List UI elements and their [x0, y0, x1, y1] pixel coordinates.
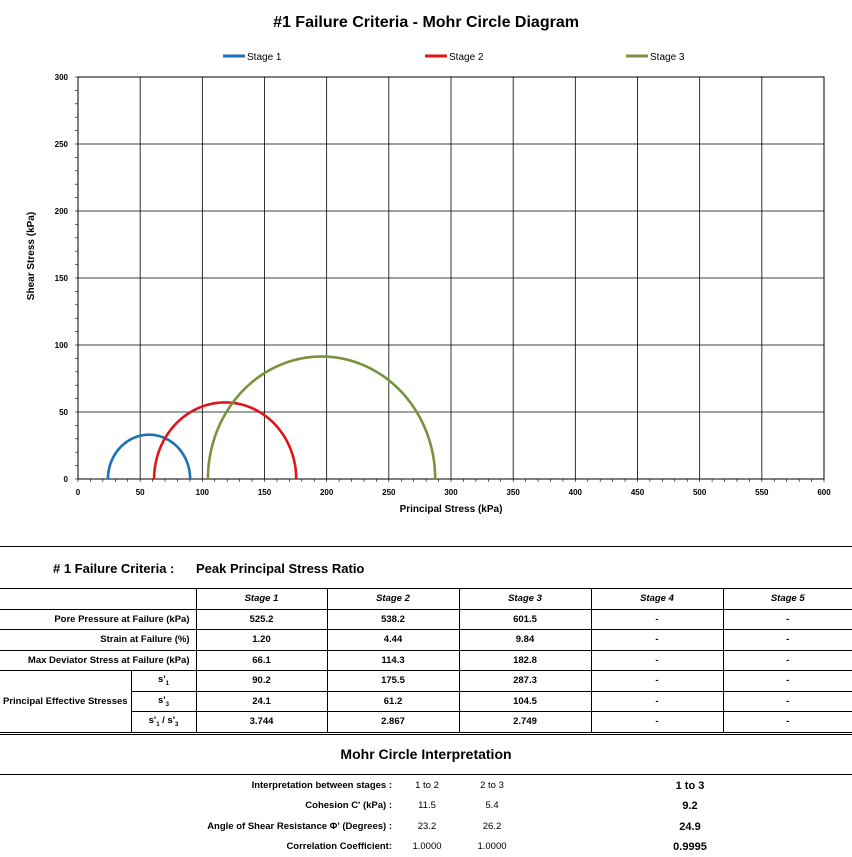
x-tick-label: 100 [195, 488, 210, 497]
axis-ticks [55, 73, 832, 497]
header-blank [0, 589, 196, 610]
x-tick-label: 500 [692, 488, 707, 497]
x-tick-label: 0 [75, 488, 81, 497]
table-cell: 2.867 [327, 712, 459, 733]
results-heading-label: # 1 Failure Criteria : [53, 561, 175, 576]
x-tick-label: 150 [257, 488, 272, 497]
results-subheading: Peak Principal Stress Ratio [196, 561, 365, 576]
section-divider [0, 546, 852, 547]
interp-row-stages [0, 780, 852, 796]
header-stage-4: Stage 4 [591, 589, 723, 610]
table-cell: - [723, 650, 852, 671]
interp-value-1-2: 1.0000 [412, 841, 442, 852]
header-stage-3: Stage 3 [459, 589, 591, 610]
table-cell: 114.3 [327, 650, 459, 671]
chart-grid [78, 77, 824, 479]
table-cell: - [723, 671, 852, 692]
results-table [0, 588, 852, 733]
interp-value-2-3: 2 to 3 [480, 780, 504, 791]
interpretation-title: Mohr Circle Interpretation [340, 746, 512, 762]
table-cell: 287.3 [459, 671, 591, 692]
interp-label: Interpretation between stages : [251, 780, 392, 791]
x-tick-label: 550 [755, 488, 769, 497]
y-tick-label: 100 [54, 341, 68, 350]
symbol-s1: $s'_1$ [131, 671, 196, 692]
table-cell: - [591, 630, 723, 651]
table-cell: 525.2 [196, 609, 327, 630]
x-tick-label: 250 [382, 488, 396, 497]
symbol-ratio: $s'_1 / s'_3$ [131, 712, 196, 733]
table-cell: 9.84 [459, 630, 591, 651]
interp-row-correlation [0, 841, 852, 857]
mohr-circle-stage-3 [208, 357, 435, 479]
table-cell: - [723, 609, 852, 630]
chart-legend [223, 52, 685, 63]
table-cell: 182.8 [459, 650, 591, 671]
table-cell: 61.2 [327, 691, 459, 712]
row-label: Strain at Failure (%) [0, 630, 196, 651]
header-stage-2: Stage 2 [327, 589, 459, 610]
interp-label: Cohesion C' (kPa) : [305, 800, 392, 811]
table-row [0, 630, 852, 651]
section-divider [0, 734, 852, 735]
table-cell: 90.2 [196, 671, 327, 692]
y-tick-label: 300 [54, 73, 68, 82]
interp-value-2-3: 5.4 [485, 800, 499, 811]
table-cell: 4.44 [327, 630, 459, 651]
table-cell: 2.749 [459, 712, 591, 733]
x-tick-label: 600 [817, 488, 831, 497]
y-tick-label: 200 [54, 207, 68, 216]
table-header-row [0, 589, 852, 610]
table-cell: 104.5 [459, 691, 591, 712]
table-row [0, 609, 852, 630]
header-stage-5: Stage 5 [723, 589, 852, 610]
x-tick-label: 400 [568, 488, 583, 497]
header-stage-1: Stage 1 [196, 589, 327, 610]
table-cell: - [591, 691, 723, 712]
x-tick-label: 450 [630, 488, 645, 497]
y-tick-label: 0 [63, 475, 68, 484]
interp-value-1-2: 1 to 2 [415, 780, 439, 791]
table-cell: - [723, 712, 852, 733]
table-row [0, 671, 852, 692]
interp-value-1-3: 0.9995 [673, 841, 707, 853]
table-cell: - [591, 671, 723, 692]
table-cell: - [723, 691, 852, 712]
interp-value-1-2: 23.2 [417, 821, 437, 832]
row-label: Pore Pressure at Failure (kPa) [0, 609, 196, 630]
interp-value-2-3: 26.2 [482, 821, 502, 832]
table-cell: 24.1 [196, 691, 327, 712]
x-tick-label: 200 [319, 488, 334, 497]
x-axis-title: Principal Stress (kPa) [399, 504, 503, 515]
table-cell: 1.20 [196, 630, 327, 651]
table-cell: - [591, 712, 723, 733]
y-tick-label: 50 [59, 408, 68, 417]
interp-value-1-2: 11.5 [418, 800, 436, 811]
table-cell: - [591, 609, 723, 630]
table-cell: 66.1 [196, 650, 327, 671]
legend-label-stage-2: Stage 2 [449, 52, 484, 63]
table-cell: - [591, 650, 723, 671]
interp-value-1-3: 9.2 [682, 800, 698, 812]
row-label: Max Deviator Stress at Failure (kPa) [0, 650, 196, 671]
table-row [0, 650, 852, 671]
y-tick-label: 150 [54, 274, 68, 283]
interp-value-1-3: 24.9 [679, 821, 701, 833]
table-cell: - [723, 630, 852, 651]
results-heading [53, 561, 364, 576]
y-tick-label: 250 [54, 140, 68, 149]
interp-value-1-3: 1 to 3 [675, 780, 705, 792]
x-tick-label: 350 [506, 488, 520, 497]
mohr-circle-stage-1 [108, 435, 190, 479]
interp-value-2-3: 1.0000 [477, 841, 507, 852]
interp-label: Correlation Coefficient: [286, 841, 392, 852]
chart-title: #1 Failure Criteria - Mohr Circle Diagram [273, 14, 579, 31]
table-cell: 3.744 [196, 712, 327, 733]
interp-label: Angle of Shear Resistance Φ' (Degrees) : [207, 821, 392, 832]
x-tick-label: 50 [135, 488, 145, 497]
table-cell: 601.5 [459, 609, 591, 630]
legend-label-stage-1: Stage 1 [247, 52, 282, 63]
chart-series [108, 357, 435, 479]
legend-label-stage-3: Stage 3 [650, 52, 685, 63]
symbol-s3: $s'_3$ [131, 691, 196, 712]
section-divider [0, 774, 852, 775]
interp-row-angle [0, 821, 852, 837]
y-axis-title: Shear Stress (kPa) [26, 211, 37, 301]
table-cell: 538.2 [327, 609, 459, 630]
principal-stresses-label: Principal Effective Stresses [0, 671, 131, 733]
interp-row-cohesion [0, 800, 852, 816]
table-cell: 175.5 [327, 671, 459, 692]
x-tick-label: 300 [444, 488, 458, 497]
